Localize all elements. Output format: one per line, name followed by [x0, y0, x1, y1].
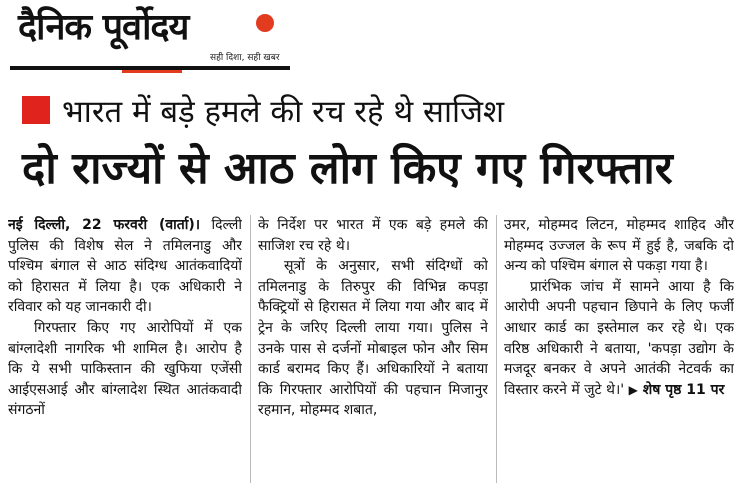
continued-text: शेष पृष्ठ 11 पर	[642, 381, 725, 398]
red-square-icon	[22, 96, 50, 124]
kicker-headline: भारत में बड़े हमले की रच रहे थे साजिश	[62, 94, 505, 130]
article-column-3	[504, 215, 734, 483]
masthead	[10, 4, 290, 74]
article-column-2	[258, 215, 488, 483]
paragraph: के निर्देश पर भारत में एक बड़े हमले की साजिश रच रहे थे।	[258, 217, 488, 254]
paragraph-text: दिल्ली पुलिस की विशेष सेल ने तमिलनाडु और पश्चिम बंगाल से आठ संदिग्ध आतंकवादियों को हिरासत में लिया है। एक अधिकारी ने रविवार को यह जानकारी दी।	[8, 217, 242, 316]
play-triangle-icon: ▶	[628, 382, 638, 397]
dateline: नई दिल्ली, 22 फरवरी (वार्ता)।	[8, 217, 201, 233]
column-divider	[250, 215, 251, 483]
newspaper-name: दैनिक पूर्वोदय	[18, 7, 189, 48]
paragraph-text: प्रारंभिक जांच में सामने आया है कि आरोपी अपनी पहचान छिपाने के लिए फर्जी आधार कार्ड का इस्तेमाल कर रहे थे। एक वरिष्ठ अधिकारी ने बताया, 'कपड़ा उद्योग के मजदूर बनकर वे अपने आतंकी नेटवर्क का विस्तार करने में जुटे थे।'	[504, 278, 734, 398]
paragraph	[504, 277, 734, 401]
newspaper-tagline: सही दिशा, सही खबर	[210, 53, 280, 63]
kicker-row	[22, 92, 722, 132]
column-divider	[496, 215, 497, 483]
paragraph: सूत्रों के अनुसार, सभी संदिग्धों को तमिलनाडु के तिरुपुर की विभिन्न कपड़ा फैक्ट्रियों से हिरासत में लिया गया और बाद में ट्रेन के जरिए दिल्ली लाया गया। पुलिस ने उनके पास से दर्जनों मोबाइल फोन और सिम कार्ड बरामद किए हैं। अधिकारियों ने बताया कि गिरफ्तार आरोपियों की पहचान मिजानुर रहमान, मोहम्मद शबात,	[258, 258, 488, 419]
article-column-1	[8, 215, 242, 483]
continued-label	[629, 382, 725, 398]
paragraph: उमर, मोहम्मद लिटन, मोहम्मद शाहिद और मोहम्मद उज्जल के रूप में हुई है, जबकि दो अन्य को पश्चिम बंगाल से पकड़ा गया है।	[504, 217, 734, 275]
paragraph	[8, 215, 242, 318]
main-headline: दो राज्यों से आठ लोग किए गए गिरफ्तार	[22, 143, 673, 194]
article-body	[8, 215, 736, 483]
masthead-rule-accent	[122, 70, 182, 73]
paragraph: गिरफ्तार किए गए आरोपियों में एक बांग्लादेशी नागरिक भी शामिल है। आरोप है कि ये सभी पाकिस्तान की खुफिया एजेंसी आईएसआई और बांग्लादेश स्थित आतंकवादी संगठनों	[8, 319, 242, 419]
logo-dot-icon	[256, 14, 274, 32]
